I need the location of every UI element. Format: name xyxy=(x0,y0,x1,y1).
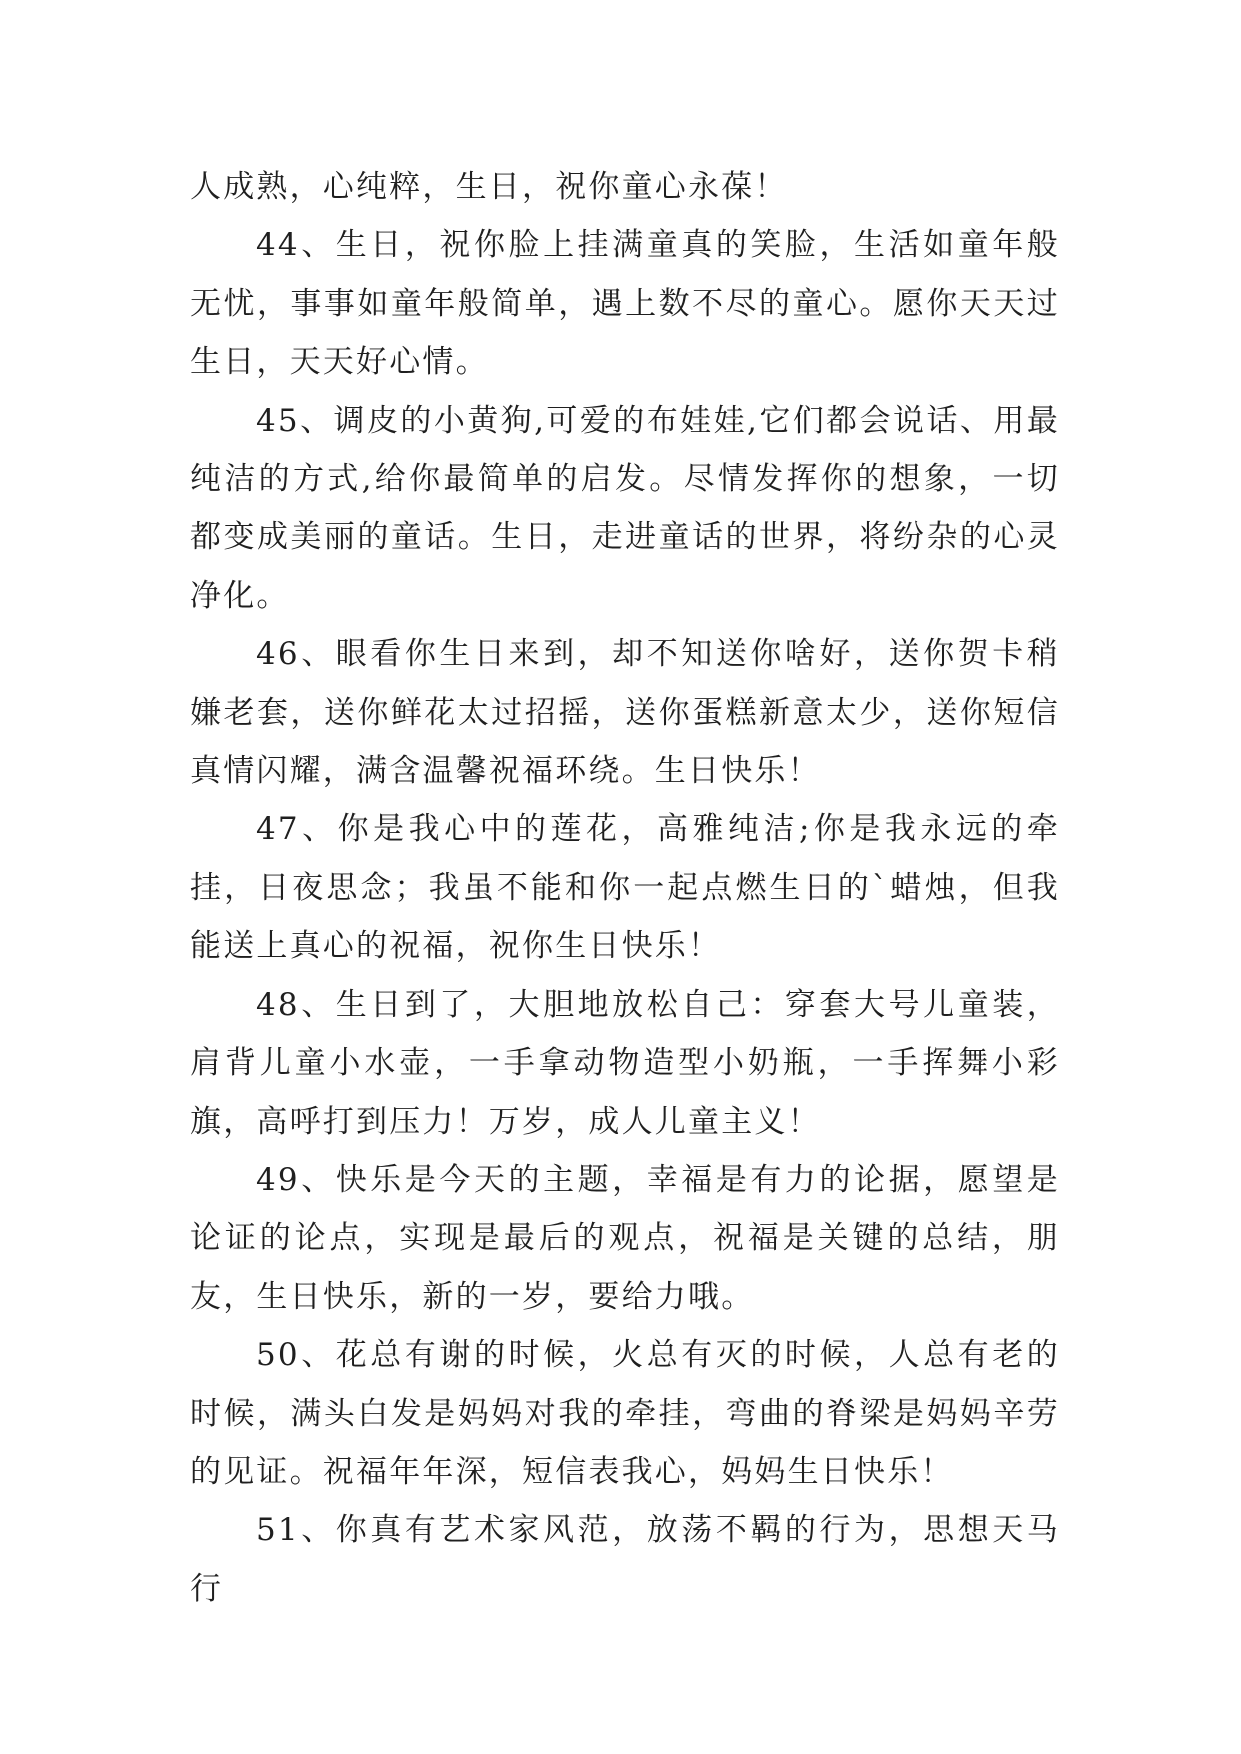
paragraph-45: 45、调皮的小黄狗,可爱的布娃娃,它们都会说话、用最纯洁的方式,给你最简单的启发。尽情发挥你的想象，一切都变成美丽的童话。生日，走进童话的世界，将纷杂的心灵净化。 xyxy=(190,402,1060,614)
paragraph-continuation: 人成熟，心纯粹，生日，祝你童心永葆！ xyxy=(190,169,788,205)
document-body xyxy=(190,158,1060,1618)
paragraph-46: 46、眼看你生日来到，却不知送你啥好，送你贺卡稍嫌老套，送你鲜花太过招摇，送你蛋糕新意太少，送你短信真情闪耀，满含温馨祝福环绕。生日快乐！ xyxy=(190,636,1060,790)
paragraph-51: 51、你真有艺术家风范，放荡不羁的行为，思想天马行 xyxy=(190,1512,1060,1607)
paragraph-44: 44、生日，祝你脸上挂满童真的笑脸，生活如童年般无忧，事事如童年般简单，遇上数不尽的童心。愿你天天过生日，天天好心情。 xyxy=(190,227,1060,381)
paragraph-50: 50、花总有谢的时候，火总有灭的时候，人总有老的时候，满头白发是妈妈对我的牵挂，弯曲的脊梁是妈妈辛劳的见证。祝福年年深，短信表我心，妈妈生日快乐！ xyxy=(190,1337,1060,1490)
paragraph-49: 49、快乐是今天的主题，幸福是有力的论据，愿望是论证的论点，实现是最后的观点，祝福是关键的总结，朋友，生日快乐，新的一岁，要给力哦。 xyxy=(190,1161,1060,1315)
paragraph-47: 47、你是我心中的莲花，高雅纯洁;你是我永远的牵挂，日夜思念；我虽不能和你一起点燃生日的`蜡烛，但我能送上真心的祝福，祝你生日快乐！ xyxy=(190,811,1060,965)
paragraph-48: 48、生日到了，大胆地放松自己：穿套大号儿童装，肩背儿童小水壶，一手拿动物造型小奶瓶，一手挥舞小彩旗，高呼打到压力！万岁，成人儿童主义！ xyxy=(190,986,1060,1140)
